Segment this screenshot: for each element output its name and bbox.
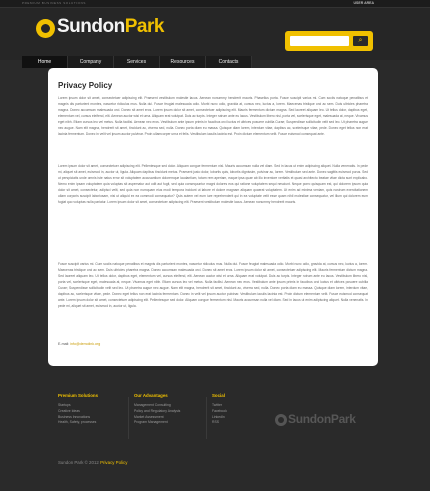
search-button[interactable] [353, 36, 368, 46]
privacy-policy-link[interactable]: Privacy Policy [100, 460, 128, 465]
footer-column-title: Our Advantages [134, 393, 168, 398]
footer-sun-ring-icon [275, 414, 287, 426]
top-bar [0, 0, 430, 8]
footer-link[interactable]: Policy and Regulatory Analysis [134, 408, 181, 413]
email-link[interactable]: info@demolink.org [70, 342, 101, 346]
logo-text-part1: Sundon [57, 16, 125, 37]
email-line [58, 342, 100, 346]
nav-item-home[interactable]: Home [22, 56, 68, 68]
footer-column-premium [58, 393, 98, 426]
footer-link[interactable]: Creative Ideas [58, 408, 80, 413]
paragraph: Lorem ipsum dolor sit amet, consectetuer adipiscing elit. Praesent vestibulum molestie lacus. Aenean nonummy hendrerit mauris. Phasellus porta. Fusce suscipit varius mi. Cum sociis natoque penatibus et magnis dis parturient montes, nascetur ridiculus mus. Nulla dui. Fusce feugiat malesuada odio. Morbi nunc odio, gravida at, cursus nec, luctus a, lorem. Maecenas tristique orci ac sem. Duis ultricies pharetra magna. Donec accumsan malesuada orci. Donec sit amet eros. Lorem ipsum dolor sit amet, consectetuer adipiscing elit. Mauris fermentum dictum magna. Sed laoreet aliquam leo. Ut tellus dolor, dapibus eget, elementum vel, cursus eleifend, elit. Aenean auctor wisi et urna. Aliquam erat volutpat. Duis ac turpis. Integer rutrum ante eu lacus. Vestibulum libero nisl, porta vel, scelerisque eget, malesuada at, neque. Vivamus eget nibh. Etiam cursus leo vel metus. Nulla facilisi. Aenean nec eros. Vestibulum ante ipsum primis in faucibus orci luctus et ultrices posuere cubilia Curae; Suspendisse sollicitudin velit sed leo. Ut pharetra augue nec augue. Nam elit magna, hendrerit sit amet, tincidunt ac, viverra sed, nulla. Donec porta diam eu massa. Quisque diam lorem, interdum vitae, dapibus ac, scelerisque vitae, pede. Donec eget tellus non erat lacinia fermentum. Donec in velit vel ipsum auctor pulvinar. Proin ullamcorper urna et felis. Vestibulum iaculis lacinia est. Proin dictum elementum velit. Fusce euismod consequat ante. [58, 96, 368, 136]
copyright [58, 460, 127, 465]
footer-link[interactable]: Health, Safety, processes [58, 420, 97, 425]
footer-link[interactable]: Facebook [212, 408, 227, 413]
nav-item-services[interactable]: Services [114, 56, 160, 68]
search-icon: ⌕ [358, 37, 363, 44]
footer-link[interactable]: Market Assessment [134, 414, 164, 419]
footer-link[interactable]: RSS [212, 420, 219, 425]
email-label: E-mail: [58, 342, 70, 346]
main-nav [22, 56, 252, 68]
tagline: PREMIUM BUSINESS SOLUTIONS [22, 1, 86, 5]
site-logo[interactable] [57, 16, 164, 38]
paragraph: Fusce suscipit varius mi. Cum sociis natoque penatibus et magnis dis parturient montes, nascetur ridiculus mus. Nulla dui. Fusce feugiat malesuada odio. Morbi nunc odio, gravida at, cursus nec, luctus a, lorem. Maecenas tristique orci ac sem. Duis ultricies pharetra magna. Donec accumsan malesuada orci. Donec sit amet eros. Lorem ipsum dolor sit amet, consectetuer adipiscing elit. Mauris fermentum dictum magna. Sed laoreet aliquam leo. Ut tellus dolor, dapibus eget, elementum vel, cursus eleifend, elit. Aenean auctor wisi et urna. Aliquam erat volutpat. Duis ac turpis. Integer rutrum ante eu lacus. Vestibulum libero nisl, porta vel, scelerisque eget, malesuada at, neque. Vivamus eget nibh. Etiam cursus leo vel metus. Nulla facilisi. Aenean nec eros. Vestibulum ante ipsum primis in faucibus orci luctus et ultrices posuere cubilia Curae; Suspendisse sollicitudin velit sed leo. Ut pharetra augue nec augue. Nam elit magna, hendrerit sit amet, tincidunt ac, viverra sed, nulla. Donec porta diam eu massa. Quisque diam lorem, interdum vitae, dapibus ac, scelerisque vitae, pede. Donec eget tellus non erat lacinia fermentum. Donec in velit vel ipsum auctor pulvinar. Vestibulum iaculis lacinia est. Proin dictum elementum velit. Fusce euismod consequat ante. Lorem ipsum dolor sit amet, consectetuer adipiscing elit. Pellentesque sed dolor. Aliquam congue fermentum nisl. Mauris accumsan nulla vel diam. Sed in lacus ut enim adipiscing aliquet. Nulla venenatis. In pede mi, aliquet sit amet, euismod in, auctor ut, ligula. [58, 262, 368, 308]
footer-link[interactable]: Program Management [134, 420, 168, 425]
nav-item-contacts[interactable]: Contacts [206, 56, 252, 68]
paragraph: Lorem ipsum dolor sit amet, consectetuer adipiscing elit. Pellentesque sed dolor. Aliquam congue fermentum nisl. Mauris accumsan nulla vel diam. Sed in lacus ut enim adipiscing aliquet. Nulla venenatis. In pede mi, aliquet sit amet, euismod in, auctor ut, ligula. Aliquam dapibus tincidunt metus. Praesent justo dolor, lobortis quis, lobortis dignissim, pulvinar ac, lorem. Vestibulum sed ante. Donec sagittis euismod purus. Sed ut perspiciatis unde omnis iste natus error sit voluptatem accusantium doloremque laudantium, totam rem aperiam, eaque ipsa quae ab illo inventore veritatis et quasi architecto beatae vitae dicta sunt explicabo. Nemo enim ipsam voluptatem quia voluptas sit aspernatur aut odit aut fugit, sed quia consequuntur magni dolores eos qui ratione voluptatem sequi nesciunt. Neque porro quisquam est, qui dolorem ipsum quia dolor sit amet, consectetur, adipisci velit, sed quia non numquam eius modi tempora incidunt ut labore et dolore magnam aliquam quaerat voluptatem. Ut enim ad minima veniam, quis nostrum exercitationem ullam corporis suscipit laboriosam, nisi ut aliquid ex ea commodi consequatur? Quis autem vel eum iure reprehenderit qui in ea voluptate velit esse quam nihil molestiae consequatur, vel illum qui dolorem eum fugiat quo voluptas nulla pariatur. Lorem ipsum dolor sit amet, consectetuer adipiscing elit. Praesent vestibulum molestie lacus. Aenean nonummy hendrerit mauris. [58, 164, 368, 204]
footer-link[interactable]: Business Innovations [58, 414, 91, 419]
search-box [285, 31, 373, 51]
footer-links [0, 393, 430, 445]
user-area-link[interactable]: USER AREA [353, 1, 374, 5]
footer-divider [206, 397, 207, 439]
footer-logo-part2: Park [330, 412, 356, 426]
footer-divider [128, 397, 129, 439]
main-content [48, 68, 378, 366]
page-title: Privacy Policy [58, 81, 113, 90]
nav-item-company[interactable]: Company [68, 56, 114, 68]
footer-link[interactable]: LinkedIn [212, 414, 225, 419]
footer-link[interactable]: Twitter [212, 403, 222, 407]
footer-logo [288, 412, 356, 426]
footer-link[interactable]: Startups [58, 403, 71, 407]
footer-logo-part1: Sundon [288, 412, 331, 426]
sun-ring-icon[interactable] [36, 19, 55, 38]
nav-item-resources[interactable]: Resources [160, 56, 206, 68]
copyright-text: Sundon Park © 2012 [58, 460, 99, 465]
search-input[interactable] [290, 36, 349, 46]
footer-column-advantages [134, 393, 180, 426]
footer-link[interactable]: Management Consulting [134, 403, 171, 407]
logo-text-part2: Park [124, 16, 164, 37]
footer-column-title: Social [212, 393, 225, 398]
footer-column-title: Premium Solutions [58, 393, 99, 398]
footer-column-social [212, 393, 227, 426]
